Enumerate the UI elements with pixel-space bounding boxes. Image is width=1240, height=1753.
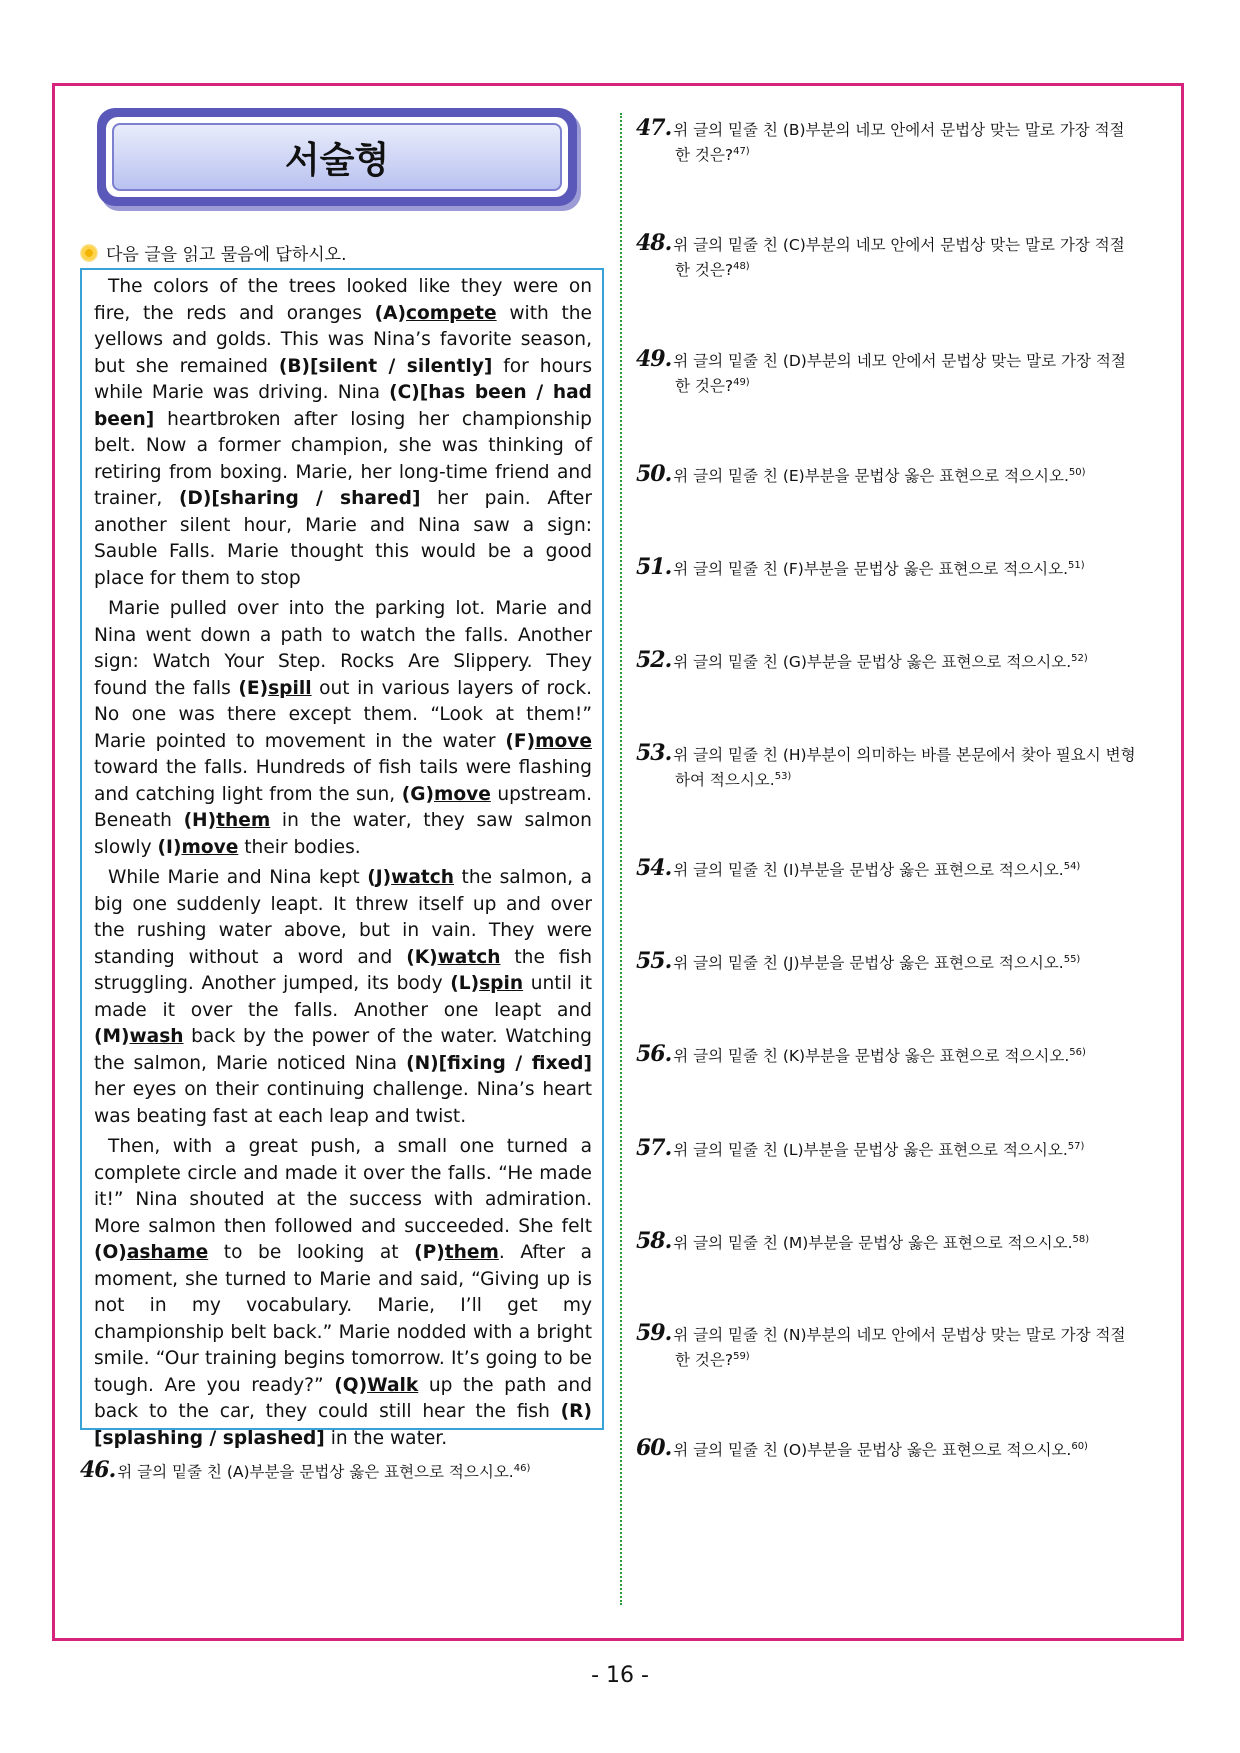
question-46 bbox=[80, 1458, 530, 1483]
passage-paragraph: While Marie and Nina kept (J)watch the salmon, a big one suddenly leapt. It threw itself up and over the rushing water above, but in vain. They were standing without a word and (K)watch the fish struggling. Another jumped, its body (L)spin until it made it over the falls. Another one leapt and (M)wash back by the power of the water. Watching the salmon, Marie noticed Nina (N)[fixing / fixed] her eyes on their continuing challenge. Nina’s heart was beating fast at each leap and twist. bbox=[94, 867, 592, 1127]
question-49 bbox=[636, 348, 1126, 397]
marked-expression: (H)them bbox=[183, 810, 271, 831]
question-58 bbox=[636, 1229, 1089, 1254]
instruction-text: 다음 글을 읽고 물음에 답하시오. bbox=[106, 245, 347, 265]
footnote-ref: 52) bbox=[1071, 653, 1088, 664]
page-number: - 16 - bbox=[591, 1663, 649, 1688]
question-text-continued: 하여 적으시오.$^{53)}$ bbox=[675, 771, 792, 790]
question-number: 54. bbox=[636, 855, 672, 882]
marked-expression: (C)[has been / had been] bbox=[94, 382, 592, 430]
question-60 bbox=[636, 1436, 1088, 1461]
marked-expression: (R)[splashing / splashed] bbox=[94, 1401, 592, 1449]
question-53 bbox=[636, 742, 1136, 791]
question-text: 위 글의 밑줄 친 (K)부분을 문법상 옳은 표현으로 적으시오. bbox=[673, 1047, 1070, 1066]
footnote-ref: 55) bbox=[1063, 954, 1081, 965]
marked-expression: (K)watch bbox=[406, 946, 501, 968]
question-number: 53. bbox=[636, 740, 672, 766]
question-55 bbox=[636, 949, 1080, 974]
footnote-ref: 59) bbox=[733, 1351, 750, 1362]
question-number: 49. bbox=[636, 346, 672, 372]
instruction bbox=[80, 240, 347, 265]
question-text: 위 글의 밑줄 친 (L)부분을 문법상 옳은 표현으로 적으시오. bbox=[673, 1141, 1068, 1160]
question-number: 47. bbox=[636, 115, 672, 141]
question-text: 위 글의 밑줄 친 (H)부분이 의미하는 바를 본문에서 찾아 필요시 변형 bbox=[673, 746, 1136, 764]
question-59 bbox=[636, 1322, 1126, 1371]
column-divider bbox=[620, 113, 622, 1605]
question-57 bbox=[636, 1136, 1084, 1161]
passage-paragraph: The colors of the trees looked like they were on fire, the reds and oranges (A)compete with the yellows and golds. This was Nina’s favorite season, but she remained (B)[silent / silently] for hours while Marie was driving. Nina (C)[has been / had been] heartbroken after losing her championship belt. Now a former champion, she was thinking of retiring from boxing. Marie, her long-time friend and trainer, (D)[sharing / shared] her pain. After another silent hour, Marie and Nina saw a sign: Sauble Falls. Marie thought this would be a good place for them to stop bbox=[94, 276, 593, 589]
section-title-box bbox=[97, 108, 577, 206]
marked-expression: (N)[fixing / fixed] bbox=[406, 1052, 592, 1074]
question-47 bbox=[636, 117, 1125, 166]
question-text: 위 글의 밑줄 친 (D)부분의 네모 안에서 문법상 맞는 말로 가장 적절 bbox=[673, 352, 1126, 370]
footnote-ref: 51) bbox=[1068, 560, 1085, 571]
question-text: 위 글의 밑줄 친 (M)부분을 문법상 옳은 표현으로 적으시오. bbox=[673, 1234, 1073, 1253]
question-text-continued: 한 것은?$^{47)}$ bbox=[675, 146, 750, 165]
footnote-ref: 56) bbox=[1069, 1047, 1086, 1058]
question-52 bbox=[636, 648, 1088, 673]
question-text-continued: 한 것은?$^{59)}$ bbox=[675, 1351, 750, 1370]
footnote-ref: 58) bbox=[1072, 1234, 1090, 1245]
question-text: 위 글의 밑줄 친 (N)부분의 네모 안에서 문법상 맞는 말로 가장 적절 bbox=[673, 1326, 1126, 1344]
marked-expression: (O)ashame bbox=[94, 1242, 209, 1263]
flower-bullet-icon bbox=[80, 244, 98, 262]
question-number: 55. bbox=[636, 948, 672, 975]
question-number: 51. bbox=[636, 554, 672, 581]
question-text: 위 글의 밑줄 친 (A)부분을 문법상 옳은 표현으로 적으시오. bbox=[117, 1463, 514, 1482]
footnote-ref: 50) bbox=[1068, 467, 1086, 478]
question-number: 50. bbox=[636, 461, 672, 488]
question-48 bbox=[636, 232, 1125, 281]
question-number: 58. bbox=[636, 1228, 672, 1255]
question-number: 46. bbox=[80, 1457, 116, 1484]
question-number: 60. bbox=[636, 1435, 672, 1462]
marked-expression: (L)spin bbox=[450, 973, 524, 994]
footnote-ref: 60) bbox=[1071, 1441, 1088, 1452]
question-text: 위 글의 밑줄 친 (O)부분을 문법상 옳은 표현으로 적으시오. bbox=[673, 1441, 1072, 1460]
question-number: 59. bbox=[636, 1320, 672, 1346]
question-text: 위 글의 밑줄 친 (B)부분의 네모 안에서 문법상 맞는 말로 가장 적절 bbox=[673, 121, 1125, 139]
question-56 bbox=[636, 1042, 1086, 1067]
footnote-ref: 48) bbox=[733, 261, 750, 272]
question-text: 위 글의 밑줄 친 (E)부분을 문법상 옳은 표현으로 적으시오. bbox=[673, 467, 1069, 486]
question-text: 위 글의 밑줄 친 (J)부분을 문법상 옳은 표현으로 적으시오. bbox=[673, 954, 1064, 973]
question-number: 56. bbox=[636, 1041, 672, 1068]
question-number: 48. bbox=[636, 230, 672, 256]
footnote-ref: 54) bbox=[1063, 861, 1081, 872]
question-51 bbox=[636, 555, 1085, 580]
reading-passage bbox=[80, 268, 604, 1449]
marked-expression: (P)them bbox=[414, 1242, 499, 1263]
marked-expression: (E)spill bbox=[238, 677, 312, 699]
question-text: 위 글의 밑줄 친 (I)부분을 문법상 옳은 표현으로 적으시오. bbox=[673, 861, 1064, 880]
question-text: 위 글의 밑줄 친 (F)부분을 문법상 옳은 표현으로 적으시오. bbox=[673, 560, 1069, 579]
passage-paragraph: Marie pulled over into the parking lot. Marie and Nina went down a path to watch the falls. Another sign: Watch Your Step. Rocks Are Slippery. They found the falls (E)spill out in various layers of rock. No one was there except them. “Look at them!” Marie pointed to movement in the water (F)move toward the falls. Hundreds of fish tails were flashing and catching light from the sun, (G)move upstream. Beneath (H)them in the water, they saw salmon slowly (I)move their bodies. bbox=[94, 598, 592, 858]
marked-expression: (Q)Walk bbox=[334, 1374, 419, 1396]
footnote-ref: 53) bbox=[774, 771, 792, 782]
marked-expression: (B)[silent / silently] bbox=[278, 355, 493, 377]
footnote-ref: 49) bbox=[733, 377, 750, 388]
question-text-continued: 한 것은?$^{48)}$ bbox=[675, 261, 750, 280]
question-number: 52. bbox=[636, 647, 672, 674]
section-title: 서술형 bbox=[112, 123, 562, 191]
question-54 bbox=[636, 856, 1080, 881]
footnote-ref: 57) bbox=[1067, 1141, 1085, 1152]
marked-expression: (M)wash bbox=[94, 1026, 184, 1047]
footnote-ref: 47) bbox=[733, 146, 750, 157]
question-text-continued: 한 것은?$^{49)}$ bbox=[675, 377, 750, 396]
question-text: 위 글의 밑줄 친 (C)부분의 네모 안에서 문법상 맞는 말로 가장 적절 bbox=[673, 236, 1125, 254]
question-text: 위 글의 밑줄 친 (G)부분을 문법상 옳은 표현으로 적으시오. bbox=[673, 653, 1072, 672]
footnote-ref: 46) bbox=[513, 1463, 531, 1474]
question-50 bbox=[636, 462, 1086, 487]
marked-expression: (I)move bbox=[157, 836, 239, 858]
passage-paragraph: Then, with a great push, a small one turned a complete circle and made it over the falls. “He made it!” Nina shouted at the success with admiration. More salmon then followed and succeeded. She felt (O)ashame to be looking at (P)them. After a moment, she turned to Marie and said, “Giving up is not in my vocabulary. Marie, I’ll get my championship belt back.” Marie nodded with a bright smile. “Our training begins tomorrow. It’s going to be tough. Are you ready?” (Q)Walk up the path and back to the car, they could still hear the fish (R)[splashing / splashed] in the water. bbox=[94, 1136, 593, 1449]
question-number: 57. bbox=[636, 1135, 672, 1162]
marked-expression: (G)move bbox=[401, 783, 491, 805]
marked-expression: (F)move bbox=[505, 730, 592, 752]
marked-expression: (J)watch bbox=[367, 867, 455, 888]
marked-expression: (D)[sharing / shared] bbox=[178, 488, 421, 509]
marked-expression: (A)compete bbox=[374, 302, 497, 324]
